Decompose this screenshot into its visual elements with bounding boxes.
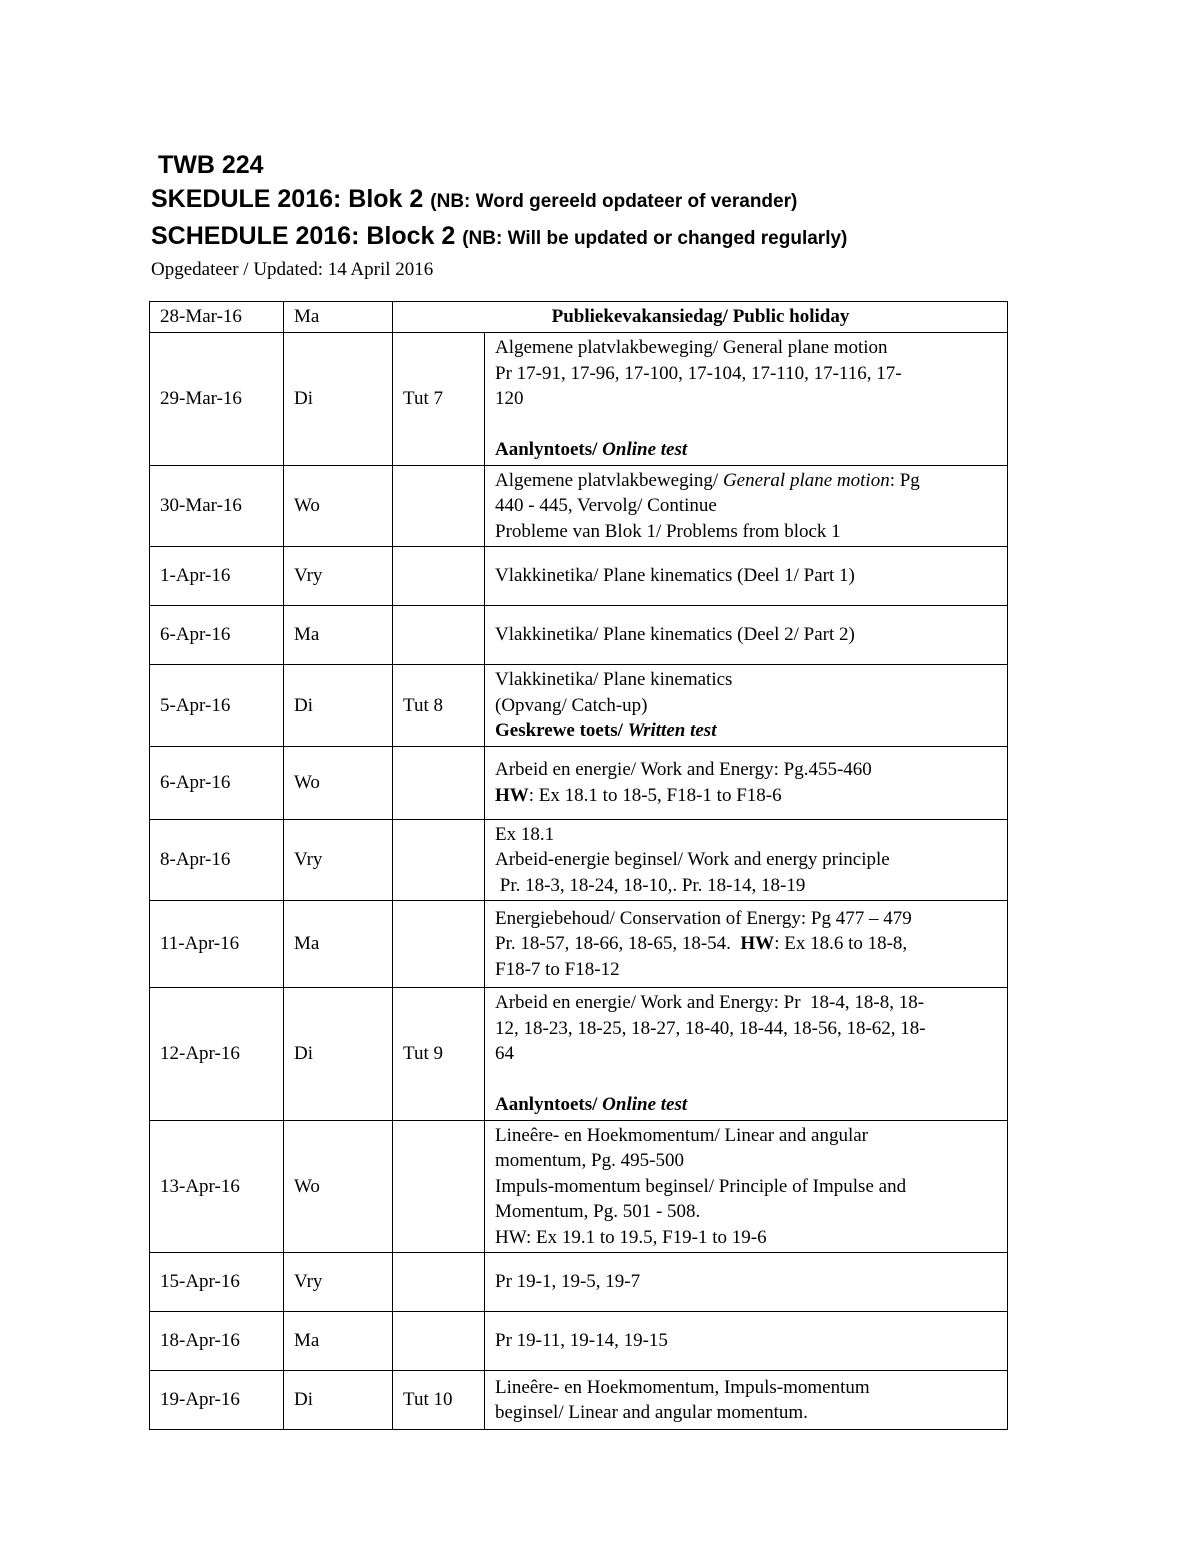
description-line: Pr. 18-3, 18-24, 18-10,. Pr. 18-14, 18-19 [495,874,806,896]
description-line: Lineêre- en Hoekmomentum/ Linear and angular [495,1124,868,1146]
description-line: momentum, Pg. 495-500 [495,1150,684,1171]
test-line [495,1092,1001,1118]
table-row [150,465,1008,547]
description-line: F18-7 to F18-12 [495,958,620,980]
title-en-main: SCHEDULE 2016: Block 2 [151,222,456,250]
tutorial-cell [393,465,485,547]
day-cell: Wo [284,465,393,547]
day-cell: Di [284,988,393,1121]
date-cell: 15-Apr-16 [150,1253,284,1312]
day-cell: Ma [284,1312,393,1371]
tutorial-cell [393,1312,485,1371]
schedule-title-english [151,219,1051,256]
description-line: Impuls-momentum beginsel/ Principle of Impulse and [495,1175,907,1197]
day-cell: Wo [284,1120,393,1253]
table-row [150,1253,1008,1312]
description-cell [485,746,1008,819]
table-row [150,819,1008,901]
table-row [150,1371,1008,1430]
title-af-main: SKEDULE 2016: Blok 2 [151,185,424,213]
date-cell: 13-Apr-16 [150,1120,284,1253]
test-line [495,718,1001,744]
tutorial-cell: Tut 8 [393,665,485,747]
description-line: Arbeid-energie beginsel/ Work and energy principle [495,849,890,870]
tutorial-cell [393,901,485,988]
description-line: 12, 18-23, 18-25, 18-27, 18-40, 18-44, 18-56, 18-62, 18- [495,1017,926,1039]
schedule-title-afrikaans [151,182,1051,219]
description-line: Momentum, Pg. 501 - 508. [495,1201,701,1222]
updated-date: Opgedateer / Updated: 14 April 2016 [151,259,434,280]
tutorial-cell [393,1253,485,1312]
day-cell: Vry [284,547,393,606]
date-cell: 18-Apr-16 [150,1312,284,1371]
table-row [150,901,1008,988]
description-line: Probleme van Blok 1/ Problems from block 1 [495,520,841,542]
table-row [150,606,1008,665]
description-line: Pr 17-91, 17-96, 17-100, 17-104, 17-110, 17-116, 17- [495,362,902,384]
description-cell [485,665,1008,747]
description-line: (Opvang/ Catch-up) [495,694,648,716]
tutorial-cell [393,606,485,665]
date-cell: 8-Apr-16 [150,819,284,901]
table-row [150,746,1008,819]
table-row [150,665,1008,747]
description-cell: Vlakkinetika/ Plane kinematics (Deel 2/ Part 2) [485,606,1008,665]
table-row [150,1120,1008,1253]
tutorial-cell [393,547,485,606]
day-cell: Ma [284,302,393,333]
description-text: Pr. 18-57, 18-66, 18-65, 18-54. [495,933,741,955]
description-line [495,468,1001,494]
table-row [150,988,1008,1121]
description-cell [485,333,1008,466]
day-cell: Vry [284,1253,393,1312]
day-cell: Di [284,665,393,747]
description-text: : Pg [889,469,920,491]
description-cell [485,1371,1008,1430]
test-label-english: Written test [627,720,717,741]
date-cell: 11-Apr-16 [150,901,284,988]
document-header [151,148,1051,284]
date-cell: 28-Mar-16 [150,302,284,333]
description-cell [485,819,1008,901]
test-label: Aanlyntoets/ [495,1094,598,1115]
description-line: Ex 18.1 [495,823,555,845]
description-line: Lineêre- en Hoekmomentum, Impuls-momentum [495,1376,870,1398]
tutorial-cell: Tut 10 [393,1371,485,1430]
date-cell: 5-Apr-16 [150,665,284,747]
test-label-english: Online test [602,1094,688,1115]
description-text-english: General plane motion [722,469,890,491]
description-cell [485,465,1008,547]
day-cell: Ma [284,901,393,988]
description-line: Vlakkinetika/ Plane kinematics [495,669,733,690]
table-row [150,333,1008,466]
schedule-table [149,301,1008,1430]
day-cell: Di [284,1371,393,1430]
description-cell [485,901,1008,988]
test-label: Aanlyntoets/ [495,439,598,460]
day-cell: Wo [284,746,393,819]
description-text: Algemene platvlakbeweging/ [495,469,719,491]
date-cell: 19-Apr-16 [150,1371,284,1430]
test-line [495,437,1001,463]
day-cell: Di [284,333,393,466]
date-cell: 29-Mar-16 [150,333,284,466]
tutorial-cell [393,1120,485,1253]
course-code: TWB 224 [158,151,264,179]
description-line: HW: Ex 19.1 to 19.5, F19-1 to 19-6 [495,1226,767,1248]
tutorial-cell [393,819,485,901]
description-cell [485,988,1008,1121]
description-line: 120 [495,388,524,409]
homework-text: : Ex 18.1 to 18-5, F18-1 to F18-6 [528,784,782,806]
description-line: 64 [495,1043,514,1064]
description-line: Arbeid en energie/ Work and Energy: Pr 18-4, 18-8, 18- [495,992,925,1013]
holiday-cell: Publiekevakansiedag/ Public holiday [393,302,1008,333]
test-label-english: Online test [602,439,688,460]
title-af-note: (NB: Word gereeld opdateer of verander) [430,191,798,212]
description-line: 440 - 445, Vervolg/ Continue [495,495,717,516]
table-row [150,1312,1008,1371]
day-cell: Ma [284,606,393,665]
date-cell: 6-Apr-16 [150,606,284,665]
description-cell [485,1120,1008,1253]
description-line: Energiebehoud/ Conservation of Energy: Pg 477 – 479 [495,907,912,929]
description-cell: Vlakkinetika/ Plane kinematics (Deel 1/ Part 1) [485,547,1008,606]
date-cell: 6-Apr-16 [150,746,284,819]
tutorial-cell: Tut 7 [393,333,485,466]
description-line [495,931,1001,957]
homework-text: : Ex 18.6 to 18-8, [774,933,908,955]
description-cell: Pr 19-1, 19-5, 19-7 [485,1253,1008,1312]
homework-label: HW [740,933,775,955]
day-cell: Vry [284,819,393,901]
date-cell: 1-Apr-16 [150,547,284,606]
table-row [150,302,1008,333]
table-row [150,547,1008,606]
homework-label: HW [495,784,529,806]
date-cell: 30-Mar-16 [150,465,284,547]
description-line: Algemene platvlakbeweging/ General plane motion [495,337,888,358]
description-cell: Pr 19-11, 19-14, 19-15 [485,1312,1008,1371]
test-label: Geskrewe toets/ [495,720,623,741]
description-line: Arbeid en energie/ Work and Energy: Pg.455-460 [495,759,872,780]
homework-line [495,783,1001,809]
description-line: beginsel/ Linear and angular momentum. [495,1402,808,1423]
tutorial-cell: Tut 9 [393,988,485,1121]
tutorial-cell [393,746,485,819]
date-cell: 12-Apr-16 [150,988,284,1121]
title-en-note: (NB: Will be updated or changed regularly) [462,228,848,249]
